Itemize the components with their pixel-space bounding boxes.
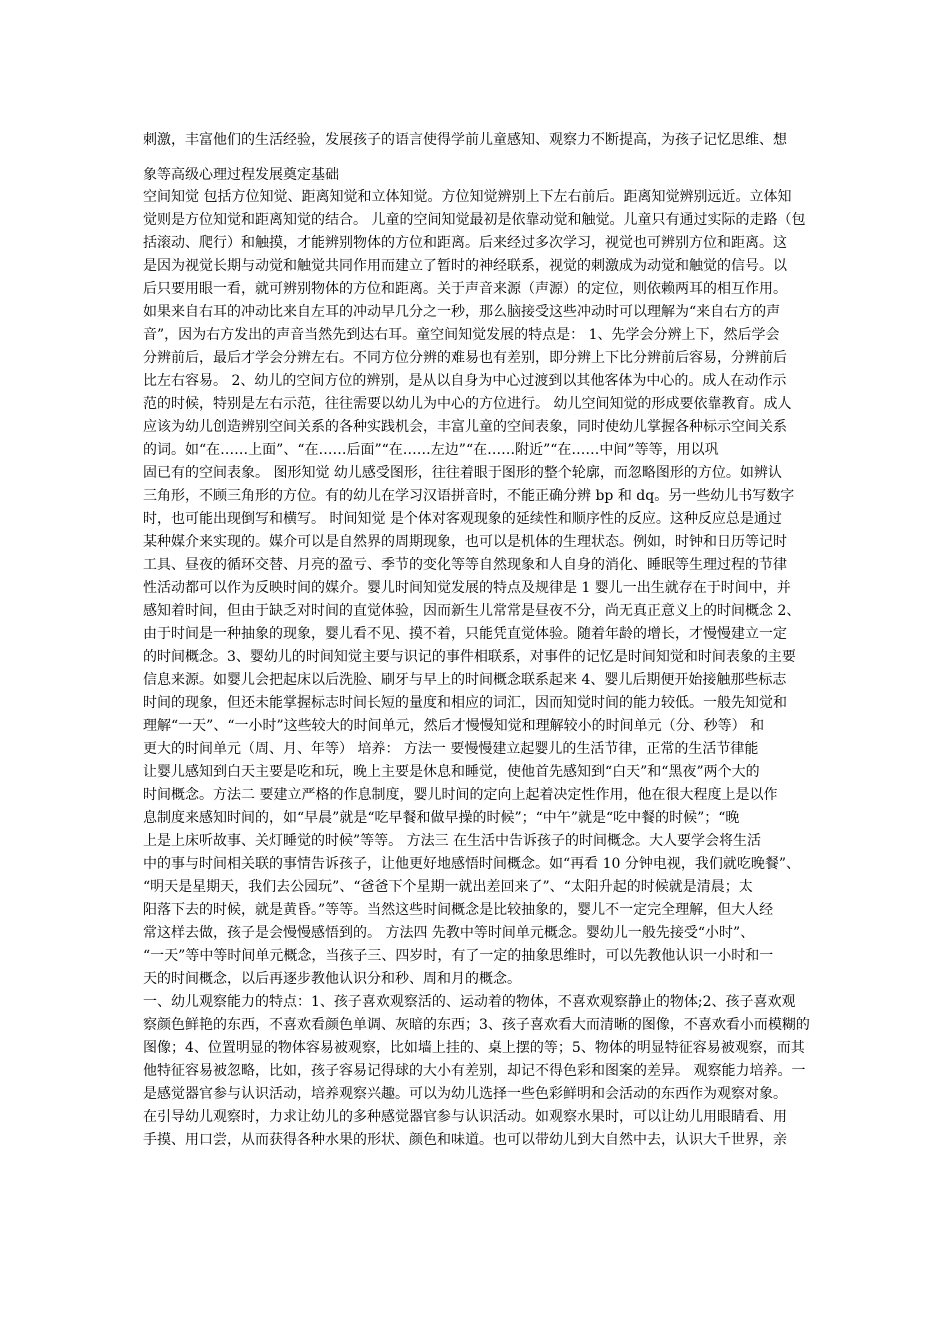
text-line: 范的时候，特别是左右示范，往往需要以幼儿为中心的方位进行。 幼儿空间知觉的形成要依靠教育。成人 bbox=[143, 396, 792, 412]
text-line: 的时间概念。3、婴幼儿的时间知觉主要与识记的事件相联系，对事件的记忆是时间知觉和时间表象的主要 bbox=[143, 649, 796, 665]
text-line: 三角形，不顾三角形的方位。有的幼儿在学习汉语拼音时，不能正确分辨 bp 和 dq。另一些幼儿书写数字 bbox=[143, 488, 795, 504]
text-line: 在引导幼儿观察时，力求让幼儿的多种感觉器官参与认识活动。如观察水果时，可以让幼儿用眼睛看、用 bbox=[143, 1109, 787, 1125]
text-line: 觉则是方位知觉和距离知觉的结合。 儿童的空间知觉最初是依靠动觉和触觉。儿童只有通过实际的走路（包 bbox=[143, 212, 806, 228]
text-line: 刺激，丰富他们的生活经验，发展孩子的语言使得学前儿童感知、观察力不断提高，为孩子记忆思维、想 bbox=[143, 132, 787, 148]
text-line: “明天是星期天，我们去公园玩”、“爸爸下个星期一就出差回来了”、“太阳升起的时候就是清晨；太 bbox=[143, 879, 753, 895]
text-line: 括滚动、爬行）和触摸，才能辨别物体的方位和距离。后来经过多次学习，视觉也可辨别方位和距离。这 bbox=[143, 235, 787, 251]
text-line: 音”，因为右方发出的声音当然先到达右耳。童空间知觉发展的特点是： 1、先学会分辨上下，然后学会 bbox=[143, 327, 780, 343]
text-line: 是因为视觉长期与动觉和触觉共同作用而建立了暂时的神经联系，视觉的刺激成为动觉和触觉的信号。以 bbox=[143, 258, 787, 274]
text-line: 手摸、用口尝，从而获得各种水果的形状、颜色和味道。也可以带幼儿到大自然中去，认识大千世界，亲 bbox=[143, 1132, 787, 1148]
text-line: 后只要用眼一看，就可辨别物体的方位和距离。关于声音来源（声源）的定位，则依赖两耳的相互作用。 bbox=[143, 281, 787, 297]
text-line: 是感觉器官参与认识活动，培养观察兴趣。可以为幼儿选择一些色彩鲜明和会活动的东西作为观察对象。 bbox=[143, 1086, 787, 1102]
text-line: 分辨前后，最后才学会分辨左右。不同方位分辨的难易也有差别，即分辨上下比分辨前后容易，分辨前后 bbox=[143, 350, 787, 366]
text-line: 由于时间是一种抽象的现象，婴儿看不见、摸不着，只能凭直觉体验。随着年龄的增长，才慢慢建立一定 bbox=[143, 626, 787, 642]
text-line: 应该为幼儿创造辨别空间关系的各种实践机会，丰富儿童的空间表象，同时使幼儿掌握各种标示空间关系 bbox=[143, 419, 787, 435]
text-line: 工具、昼夜的循环交替、月亮的盈亏、季节的变化等等自然现象和人自身的消化、睡眠等生理过程的节律 bbox=[143, 557, 787, 573]
text-line: 信息来源。如婴儿会把起床以后洗脸、刷牙与早上的时间概念联系起来 4、婴儿后期便开始接触那些标志 bbox=[143, 672, 787, 688]
text-line: 中的事与时间相关联的事情告诉孩子，让他更好地感悟时间概念。如“再看 10 分钟电视，我们就吃晚餐”、 bbox=[143, 856, 801, 872]
text-line: 常这样去做，孩子是会慢慢感悟到的。 方法四 先教中等时间单元概念。婴幼儿一般先接受“小时”、 bbox=[143, 925, 755, 941]
text-line: 时间概念。方法二 要建立严格的作息制度，婴儿时间的定向上起着决定性作用，他在很大程度上是以作 bbox=[143, 787, 778, 803]
text-line: 比左右容易。 2、幼儿的空间方位的辨别，是从以自身为中心过渡到以其他客体为中心的。成人在动作示 bbox=[143, 373, 787, 389]
text-line: 天的时间概念，以后再逐步教他认识分和秒、周和月的概念。 bbox=[143, 971, 521, 987]
text-line: 察颜色鲜艳的东西，不喜欢看颜色单调、灰暗的东西；3、孩子喜欢看大而清晰的图像，不喜欢看小而模糊的 bbox=[143, 1017, 810, 1033]
text-line: 阳落下去的时候，就是黄昏。”等等。当然这些时间概念是比较抽象的，婴儿不一定完全理解，但大人经 bbox=[143, 902, 774, 918]
text-line: 时，也可能出现倒写和横写。 时间知觉 是个体对客观现象的延续性和顺序性的反应。这种反应总是通过 bbox=[143, 511, 782, 527]
text-line: 息制度来感知时间的，如“早晨”就是“吃早餐和做早操的时候”；“中午”就是“吃中餐的时候”；“晚 bbox=[143, 810, 740, 826]
text-line: 性活动都可以作为反映时间的媒介。婴儿时间知觉发展的特点及规律是 1 婴儿一出生就存在于时间中，并 bbox=[143, 580, 791, 596]
text-line: 象等高级心理过程发展奠定基础 bbox=[143, 167, 339, 183]
text-line: 一、幼儿观察能力的特点：1、孩子喜欢观察活的、运动着的物体，不喜欢观察静止的物体;2、孩子喜欢观 bbox=[143, 994, 796, 1010]
text-line: 感知着时间，但由于缺乏对时间的直觉体验，因而新生儿常常是昼夜不分，尚无真正意义上的时间概念 2、 bbox=[143, 603, 801, 619]
text-line: 理解“一天”、“一小时”这些较大的时间单元，然后才慢慢知觉和理解较小的时间单元（分、秒等） 和 bbox=[143, 718, 765, 734]
text-line: 固已有的空间表象。 图形知觉 幼儿感受图形，往往着眼于图形的整个轮廓，而忽略图形的方位。如辨认 bbox=[143, 465, 782, 481]
text-line: 更大的时间单元（周、月、年等） 培养： 方法一 要慢慢建立起婴儿的生活节律，正常的生活节律能 bbox=[143, 741, 759, 757]
text-line: 上是上床听故事、关灯睡觉的时候”等等。 方法三 在生活中告诉孩子的时间概念。大人要学会将生活 bbox=[143, 833, 762, 849]
text-line: 某种媒介来实现的。媒介可以是自然界的周期现象，也可以是机体的生理状态。例如，时钟和日历等记时 bbox=[143, 534, 787, 550]
text-line: 图像；4、位置明显的物体容易被观察，比如墙上挂的、桌上摆的等；5、物体的明显特征容易被观察，而其 bbox=[143, 1040, 805, 1056]
text-line: 空间知觉 包括方位知觉、距离知觉和立体知觉。方位知觉辨别上下左右前后。距离知觉辨别远近。立体知 bbox=[143, 189, 792, 205]
text-line: 让婴儿感知到白天主要是吃和玩，晚上主要是休息和睡觉，使他首先感知到“白天”和“黑夜”两个大的 bbox=[143, 764, 760, 780]
text-line: “一天”等中等时间单元概念，当孩子三、四岁时，有了一定的抽象思维时，可以先教他认识一小时和一 bbox=[143, 948, 774, 964]
text-line: 他特征容易被忽略，比如，孩子容易记得球的大小有差别，却记不得色彩和图案的差异。 观察能力培养。一 bbox=[143, 1063, 806, 1079]
text-line: 时间的现象，但还未能掌握标志时间长短的量度和相应的词汇，因而知觉时间的能力较低。一般先知觉和 bbox=[143, 695, 787, 711]
text-line: 如果来自右耳的冲动比来自左耳的冲动早几分之一秒，那么脑接受这些冲动时可以理解为“来自右方的声 bbox=[143, 304, 781, 320]
text-line: 的词。如“在……上面”、“在……后面”“在……左边”“在……附近”“在……中间”等等，用以巩 bbox=[143, 442, 719, 458]
